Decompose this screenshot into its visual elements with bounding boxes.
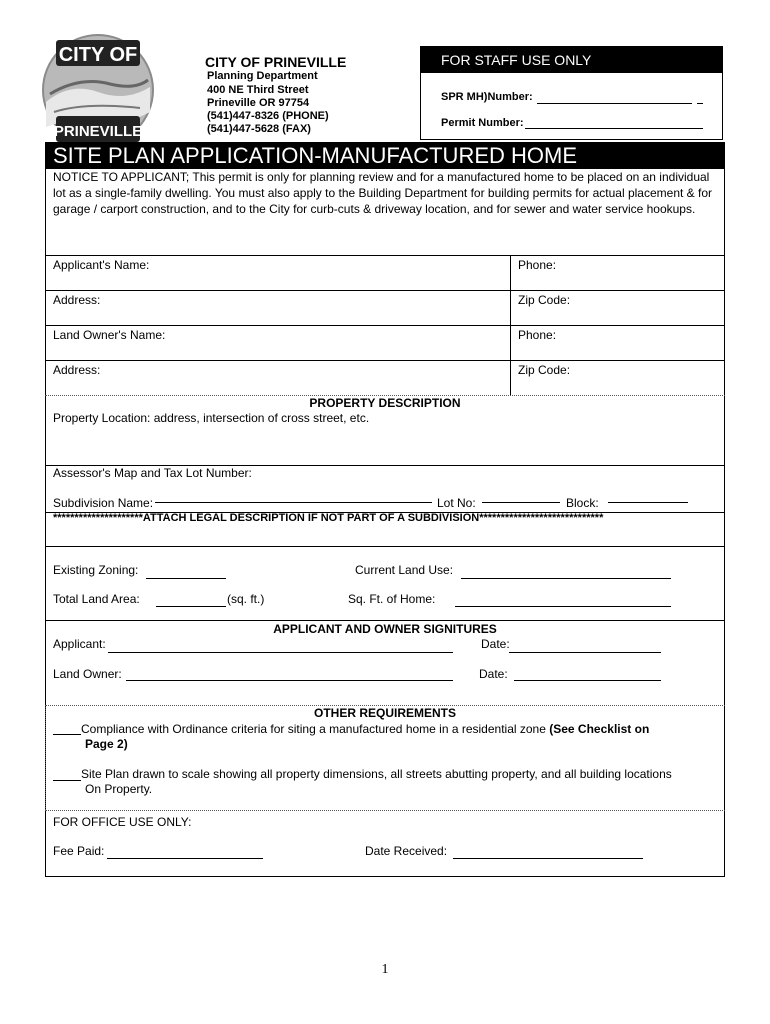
applicant-name-label: Applicant's Name: (53, 258, 150, 272)
requirement-2-b: On Property. (85, 782, 153, 796)
property-location-label: Property Location: address, intersection of cross street, etc. (53, 411, 370, 425)
city-seal-logo (40, 32, 156, 148)
permit-number-label: Permit Number: (441, 117, 524, 129)
sqft-unit: (sq. ft.) (227, 592, 265, 606)
fee-paid-label: Fee Paid: (53, 844, 105, 858)
subdivision-line[interactable] (155, 502, 432, 503)
owner-address-label: Address: (53, 363, 101, 377)
city-name: CITY OF PRINEVILLE (205, 54, 347, 70)
existing-zoning-line[interactable] (146, 578, 226, 579)
notice-text: NOTICE TO APPLICANT; This permit is only for planning review and for a manufactured home to be placed on an individual lot as a single-family dwelling. You must also apply to the Building Department for building permits for actual placement & for garage / carport construction, and to the City for curb-cuts & driveway location, and for sewer and water service hookups. (53, 170, 713, 216)
requirements-heading: OTHER REQUIREMENTS (313, 706, 456, 720)
requirement-2: Site Plan drawn to scale showing all property dimensions, all streets abutting property, and all building locations (81, 767, 672, 781)
block-line[interactable] (608, 502, 688, 503)
dept-citystate: Prineville OR 97754 (207, 97, 310, 109)
current-land-use-label: Current Land Use: (355, 563, 454, 577)
applicant-date-label: Date: (481, 637, 510, 651)
requirement-1-checkline[interactable] (53, 734, 81, 735)
sqft-home-label: Sq. Ft. of Home: (348, 592, 436, 606)
date-received-line[interactable] (453, 858, 643, 859)
owner-signature-line[interactable] (126, 680, 453, 681)
requirement-1-text: Compliance with Ordinance criteria for siting a manufactured home in a residential zone (81, 722, 546, 736)
applicant-phone-label: Phone: (518, 258, 557, 272)
applicant-zip-label: Zip Code: (518, 293, 571, 307)
date-received-label: Date Received: (365, 844, 448, 858)
signatures-heading: APPLICANT AND OWNER SIGNITURES (273, 622, 497, 636)
dept-fax: (541)447-5628 (FAX) (207, 123, 311, 135)
owner-signature-label: Land Owner: (53, 667, 122, 681)
owner-date-line[interactable] (514, 680, 661, 681)
sqft-home-line[interactable] (455, 606, 671, 607)
owner-name-label: Land Owner's Name: (53, 328, 166, 342)
fee-paid-line[interactable] (107, 858, 263, 859)
spr-number-label: SPR MH)Number: (441, 91, 533, 103)
total-land-area-line[interactable] (156, 606, 226, 607)
lot-line[interactable] (482, 502, 560, 503)
seal-text-bottom: PRINEVILLE (53, 123, 143, 140)
assessor-label: Assessor's Map and Tax Lot Number: (53, 466, 252, 480)
property-heading: PROPERTY DESCRIPTION (309, 396, 461, 410)
spr-number-line[interactable] (537, 103, 692, 104)
applicant-date-line[interactable] (509, 652, 661, 653)
office-use-heading: FOR OFFICE USE ONLY: (53, 815, 192, 829)
requirement-1-bold-2: Page 2) (85, 737, 128, 751)
block-label: Block: (566, 496, 599, 510)
requirement-1 (81, 721, 711, 737)
owner-zip-label: Zip Code: (518, 363, 571, 377)
lot-label: Lot No: (437, 496, 476, 510)
applicant-signature-label: Applicant: (53, 637, 106, 651)
requirement-2-checkline[interactable] (53, 780, 81, 781)
owner-date-label: Date: (479, 667, 508, 681)
total-land-area-label: Total Land Area: (53, 592, 140, 606)
existing-zoning-label: Existing Zoning: (53, 563, 139, 577)
staff-use-box (420, 46, 723, 140)
applicant-address-label: Address: (53, 293, 101, 307)
dept-street: 400 NE Third Street (207, 84, 309, 96)
dept-name: Planning Department (207, 70, 318, 82)
current-land-use-line[interactable] (461, 578, 671, 579)
legal-description-note: *********************ATTACH LEGAL DESCRIPTION IF NOT PART OF A SUBDIVISION***************************** (53, 512, 604, 524)
permit-number-line[interactable] (525, 128, 703, 129)
page-number: 1 (381, 962, 389, 977)
dept-phone: (541)447-8326 (PHONE) (207, 110, 329, 122)
seal-text-top: CITY OF (58, 44, 138, 66)
subdivision-label: Subdivision Name: (53, 496, 154, 510)
form-title: SITE PLAN APPLICATION-MANUFACTURED HOME (45, 142, 725, 169)
staff-use-title: FOR STAFF USE ONLY (421, 47, 722, 73)
applicant-signature-line[interactable] (108, 652, 453, 653)
requirement-1-bold: (See Checklist on (549, 722, 650, 736)
owner-phone-label: Phone: (518, 328, 557, 342)
